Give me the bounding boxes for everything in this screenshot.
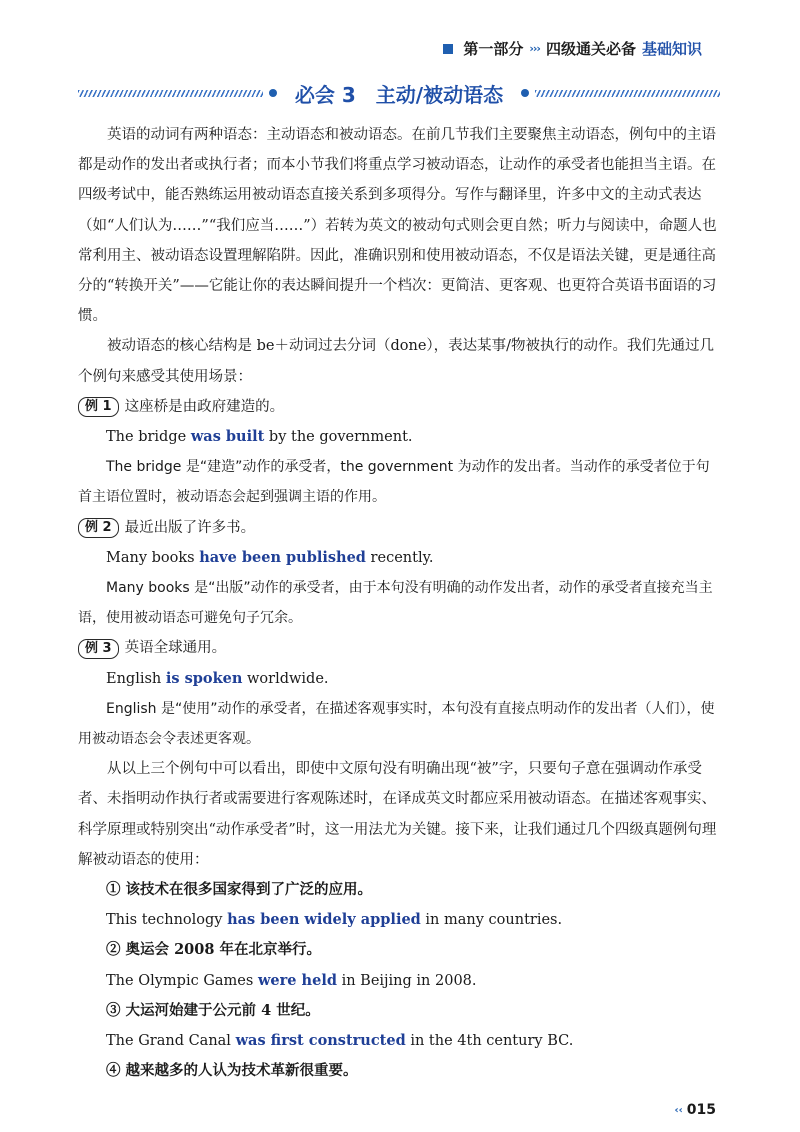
structure-paragraph: 被动语态的核心结构是 be＋动词过去分词（done），表达某事/物被执行的动作。我们先通过几个例句来感受其使用场景：	[78, 338, 715, 385]
example-3	[78, 633, 720, 754]
example-zh: 这座桥是由政府建造的。	[124, 398, 285, 415]
practice-en	[78, 1026, 720, 1056]
example-note: English 是“使用”动作的承受者，在描述客观事实时，本句没有直接点明动作的发出者（人们），使用被动语态会令表述更客观。	[78, 700, 715, 748]
example-badge: 例 3	[78, 639, 119, 659]
practice-en-pre: The Grand Canal	[106, 1033, 236, 1050]
section-title: 必会 3 主动/被动语态	[294, 82, 504, 107]
example-en-post: recently.	[365, 549, 434, 566]
practice-zh: ③ 大运河始建于公元前 4 世纪。	[106, 1001, 320, 1019]
example-badge: 例 1	[78, 397, 119, 417]
practice-item-4: ④ 越来越多的人认为技术革新很重要。	[106, 1062, 358, 1080]
example-en-highlight: is spoken	[165, 669, 243, 687]
example-2	[78, 513, 720, 634]
practice-item-1	[78, 875, 720, 935]
running-header	[443, 38, 702, 59]
hatch-decoration-left	[78, 90, 263, 97]
practice-zh: ① 该技术在很多国家得到了广泛的应用。	[106, 881, 373, 899]
dot-icon	[269, 89, 277, 97]
example-badge: 例 2	[78, 518, 119, 538]
header-section: 四级通关必备	[545, 40, 636, 58]
practice-en-post: in the 4th century BC.	[405, 1033, 574, 1050]
example-en-highlight: was built	[190, 428, 265, 446]
practice-en-highlight: was first constructed	[235, 1032, 406, 1050]
practice-item-3	[78, 996, 720, 1056]
square-icon	[443, 44, 453, 54]
example-en-post: worldwide.	[242, 670, 329, 687]
intro-paragraph: 英语的动词有两种语态：主动语态和被动语态。在前几节我们主要聚焦主动语态，例句中的主语都是动作的发出者或执行者；而本小节我们将重点学习被动语态，让动作的承受者也能担当主语。在四级考试中，能否熟练运用被动语态直接关系到多项得分。写作与翻译里，许多中文的主动式表达（如“人们认为……”“我们应当……”）若转为英文的被动句式则会更自然；听力与阅读中，命题人也常利用主、被动语态设置理解陷阱。因此，准确识别和使用被动语态，不仅是语法关键，更是通往高分的“转换开关”——它能让你的表达瞬间提升一个档次：更简洁、更客观、也更符合英语书面语的习惯。	[78, 127, 717, 325]
practice-en	[78, 966, 720, 996]
example-en	[78, 664, 720, 694]
practice-en-post: in Beijing in 2008.	[336, 972, 477, 989]
practice-item-2	[78, 935, 720, 995]
dot-icon	[521, 89, 529, 97]
example-en-pre: English	[106, 670, 166, 687]
example-en-pre: Many books	[106, 549, 200, 566]
example-1	[78, 392, 720, 513]
example-en-post: by the government.	[264, 429, 413, 446]
example-en	[78, 422, 720, 452]
page-number: 015	[686, 1102, 716, 1118]
example-note: The bridge 是“建造”动作的承受者，the government 为动作的发出者。当动作的承受者位于句首主语位置时，被动语态会起到强调主语的作用。	[78, 459, 710, 506]
practice-en-highlight: has been widely applied	[227, 911, 421, 929]
summary-paragraph: 从以上三个例句中可以看出，即使中文原句没有明确出现“被”字，只要句子意在强调动作承受者、未指明动作执行者或需要进行客观陈述时，在译成英文时都应采用被动语态。在描述客观事实、科学原理或特别突出“动作承受者”时，这一用法尤为关键。接下来，让我们通过几个四级真题例句理解被动语态的使用：	[78, 761, 717, 868]
practice-en-highlight: were held	[257, 971, 337, 989]
triple-chevron-icon: ›››	[529, 42, 540, 55]
example-en	[78, 543, 720, 573]
practice-en-pre: This technology	[106, 912, 228, 929]
practice-en-pre: The Olympic Games	[106, 972, 258, 989]
practice-zh: ② 奥运会 2008 年在北京举行。	[106, 941, 321, 959]
section-title-bar	[78, 78, 720, 108]
header-part: 第一部分	[463, 40, 524, 58]
example-zh: 英语全球通用。	[124, 640, 227, 657]
example-note: Many books 是“出版”动作的承受者，由于本句没有明确的动作发出者，动作的承受者直接充当主语，使用被动语态可避免句子冗余。	[78, 580, 713, 627]
page-footer	[675, 1102, 716, 1118]
double-chevron-icon: ‹‹	[674, 1104, 683, 1116]
body-content	[78, 120, 720, 1087]
header-highlight: 基础知识	[641, 40, 702, 58]
practice-en	[78, 905, 720, 935]
practice-en-post: in many countries.	[420, 912, 563, 929]
hatch-decoration-right	[535, 90, 720, 97]
example-zh: 最近出版了许多书。	[124, 519, 256, 536]
example-en-pre: The bridge	[106, 429, 191, 446]
example-en-highlight: have been published	[199, 548, 366, 566]
